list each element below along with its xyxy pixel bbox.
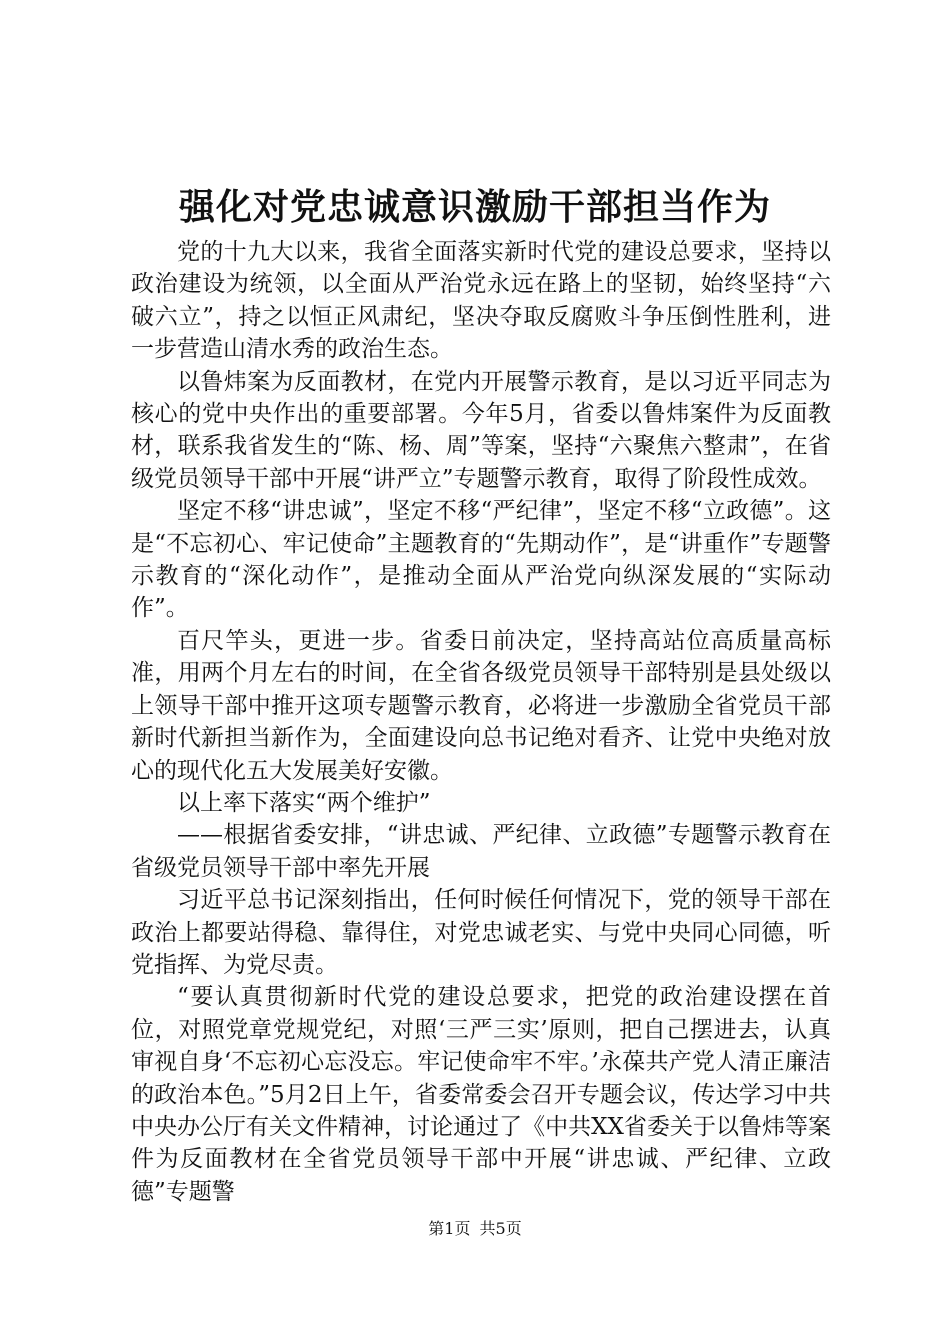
page-title: 强化对党忠诚意识激励干部担当作为 — [178, 186, 771, 228]
paragraph: 坚定不移“讲忠诚”，坚定不移“严纪律”，坚定不移“立政德”。这是“不忘初心、牢记使命”主题教育的“先期动作”，是“讲重作”专题警示教育的“深化动作”，是推动全面从严治党向纵深发展的“实际动作”。 — [131, 498, 831, 622]
paragraph: 百尺竿头，更进一步。省委日前决定，坚持高站位高质量高标准，用两个月左右的时间，在全省各级党员领导干部特别是县处级以上领导干部中推开这项专题警示教育，必将进一步激励全省党员干部新时代新担当新作为，全面建设向总书记绝对看齐、让党中央绝对放心的现代化五大发展美好安徽。 — [131, 627, 831, 784]
paragraph: 习近平总书记深刻指出，任何时候任何情况下，党的领导干部在政治上都要站得稳、靠得住，对党忠诚老实、与党中央同心同德，听党指挥、为党尽责。 — [131, 887, 831, 978]
page-total: 共5页 — [479, 1219, 522, 1238]
paragraph: 以鲁炜案为反面教材，在党内开展警示教育，是以习近平同志为核心的党中央作出的重要部署。今年5月，省委以鲁炜案件为反面教材，联系我省发生的“陈、杨、周”等案，坚持“六聚焦六整肃”，在省级党员领导干部中开展“讲严立”专题警示教育，取得了阶段性成效。 — [131, 368, 831, 492]
paragraph: 党的十九大以来，我省全面落实新时代党的建设总要求，坚持以政治建设为统领，以全面从严治党永远在路上的坚韧，始终坚持“六破六立”，持之以恒正风肃纪，坚决夺取反腐败斗争压倒性胜利，进一步营造山清水秀的政治生态。 — [131, 239, 831, 363]
page-number: 第1页 — [428, 1219, 471, 1238]
section-subheading: ——根据省委安排，“讲忠诚、严纪律、立政德”专题警示教育在省级党员领导干部中率先开展 — [131, 822, 831, 881]
section-heading: 以上率下落实“两个维护” — [177, 789, 431, 816]
page-footer — [0, 1218, 950, 1240]
document-body — [131, 236, 831, 1208]
paragraph: “要认真贯彻新时代党的建设总要求，把党的政治建设摆在首位，对照党章党规党纪，对照‘三严三实’原则，把自己摆进去，认真审视自身‘不忘初心忘没忘。牢记使命牢不牢。’永葆共产党人清正廉洁的政治本色。”5月2日上午，省委常委会召开专题会议，传达学习中共中央办公厅有关文件精神，讨论通过了《中共XX省委关于以鲁炜等案件为反面教材在全省党员领导干部中开展“讲忠诚、严纪律、立政德”专题警 — [131, 984, 831, 1205]
